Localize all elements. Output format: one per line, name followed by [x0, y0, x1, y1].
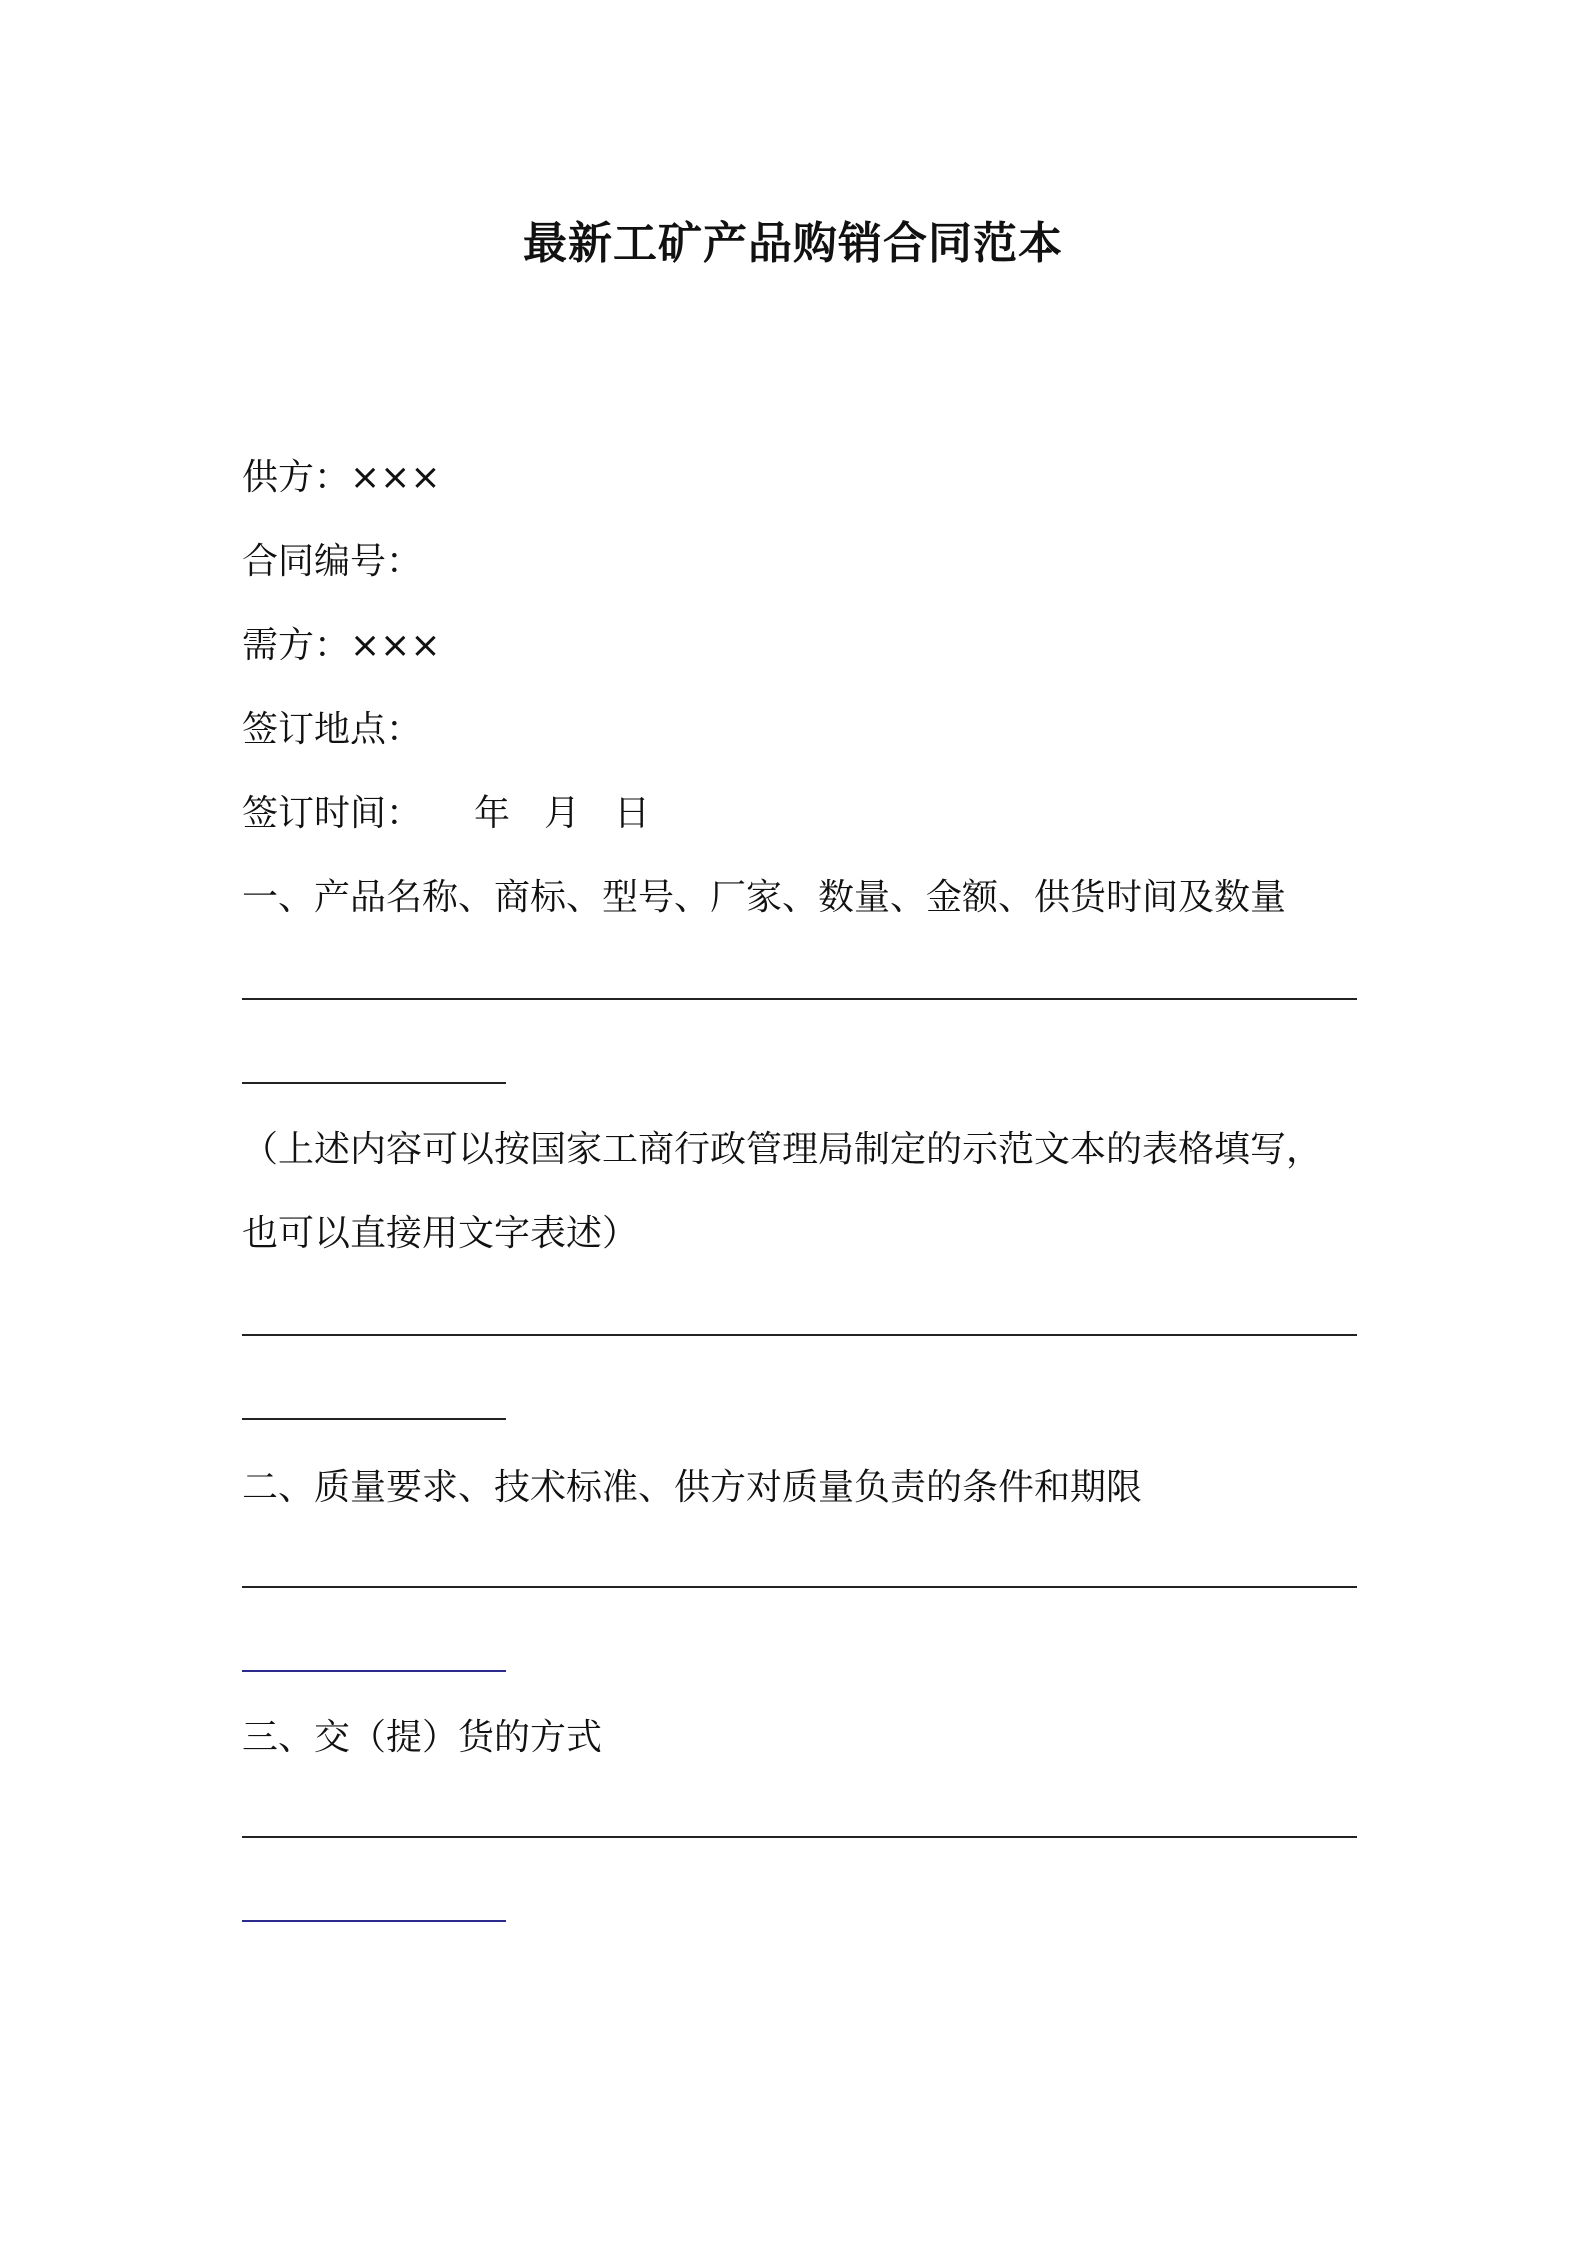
- blank-rule: [242, 1836, 1357, 1838]
- blank-rule-short: [242, 1082, 506, 1084]
- section-2-heading: 二、质量要求、技术标准、供方对质量负责的条件和期限: [242, 1467, 1143, 1508]
- signing-time-day: 日: [614, 793, 651, 834]
- blank-rule-short: [242, 1418, 506, 1420]
- blank-rule-short: [242, 1670, 506, 1672]
- document-title: 最新工矿产品购销合同范本: [523, 218, 1063, 269]
- note-line-2: 也可以直接用文字表述）: [242, 1213, 639, 1254]
- section-3-heading: 三、交（提）货的方式: [242, 1717, 603, 1758]
- note-line-1: （上述内容可以按国家工商行政管理局制定的示范文本的表格填写，: [242, 1129, 1323, 1170]
- contract-number-line: 合同编号：: [242, 541, 423, 582]
- blank-rule: [242, 998, 1357, 1000]
- blank-rule: [242, 1334, 1357, 1336]
- signing-time-line: [242, 790, 650, 838]
- supplier-line: 供方：×××: [242, 457, 441, 498]
- section-1-heading: 一、产品名称、商标、型号、厂家、数量、金额、供货时间及数量: [242, 877, 1287, 918]
- blank-rule: [242, 1586, 1357, 1588]
- buyer-line: 需方：×××: [242, 625, 441, 666]
- signing-time-label: 签订时间：: [242, 793, 423, 834]
- signing-place-line: 签订地点：: [242, 709, 423, 750]
- signing-time-month: 月: [544, 793, 581, 834]
- blank-rule-short: [242, 1920, 506, 1922]
- signing-time-year: 年: [474, 793, 511, 834]
